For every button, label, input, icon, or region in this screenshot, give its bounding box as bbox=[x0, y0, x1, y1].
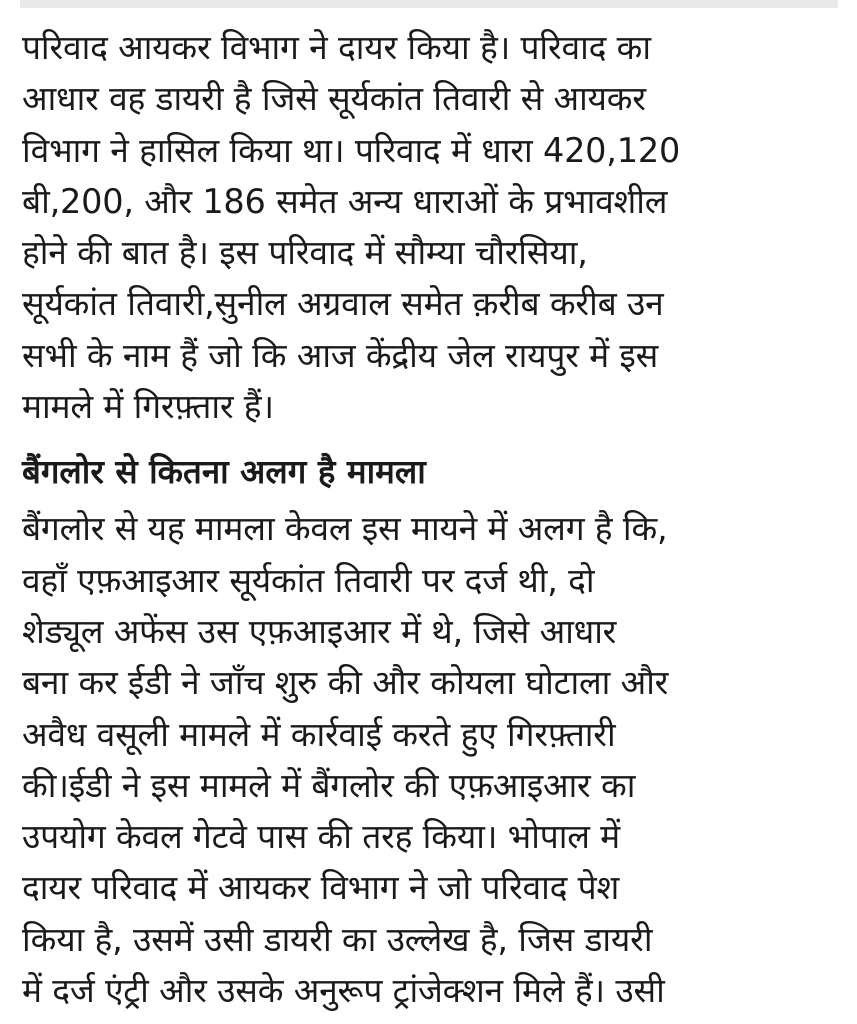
text-line: सूर्यकांत तिवारी,सुनील अग्रवाल समेत क़रीब करीब उन bbox=[22, 284, 664, 324]
text-line: बी,200, और 186 समेत अन्य धाराओं के प्रभावशील bbox=[22, 181, 668, 221]
section-heading: बैंगलोर से कितना अलग है मामला bbox=[22, 452, 426, 492]
text-line: वहाँ एफ़आइआर सूर्यकांत तिवारी पर दर्ज थी, दो bbox=[22, 560, 595, 600]
paragraph-1 bbox=[22, 22, 837, 432]
text-line: परिवाद आयकर विभाग ने दायर किया है। परिवाद का bbox=[22, 28, 651, 67]
text-line: की।ईडी ने इस मामले में बैंगलोर की एफ़आइआर का bbox=[22, 765, 636, 805]
text-line: किया है, उसमें उसी डायरी का उल्लेख है, जिस डायरी bbox=[22, 919, 653, 959]
text-line: अवैध वसूली मामले में कार्रवाई करते हुए गिरफ़्तारी bbox=[22, 714, 616, 754]
text-line: बना कर ईडी ने जाँच शुरु की और कोयला घोटाला और bbox=[22, 663, 669, 703]
text-line: विभाग ने हासिल किया था। परिवाद में धारा 420,120 bbox=[22, 130, 681, 170]
text-line: शेड्यूल अफेंस उस एफ़आइआर में थे, जिसे आधार bbox=[22, 611, 617, 651]
article-body bbox=[22, 22, 837, 1016]
text-line: बैंगलोर से यह मामला केवल इस मायने में अलग है कि, bbox=[22, 509, 668, 549]
text-line: मामले में गिरफ़्तार हैं। bbox=[22, 387, 274, 427]
text-line: सभी के नाम हैं जो कि आज केंद्रीय जेल रायपुर में इस bbox=[22, 335, 659, 375]
paragraph-2 bbox=[22, 503, 837, 1016]
text-line: आधार वह डायरी है जिसे सूर्यकांत तिवारी से आयकर bbox=[22, 79, 646, 119]
text-line: में दर्ज एंट्री और उसके अनुरूप ट्रांजेक्शन मिले हैं। उसी bbox=[22, 971, 665, 1011]
text-line: दायर परिवाद में आयकर विभाग ने जो परिवाद पेश bbox=[22, 868, 620, 908]
text-line: उपयोग केवल गेटवे पास की तरह किया। भोपाल में bbox=[22, 817, 621, 857]
top-divider-strip bbox=[20, 0, 838, 8]
text-line: होने की बात है। इस परिवाद में सौम्या चौरसिया, bbox=[22, 233, 588, 273]
